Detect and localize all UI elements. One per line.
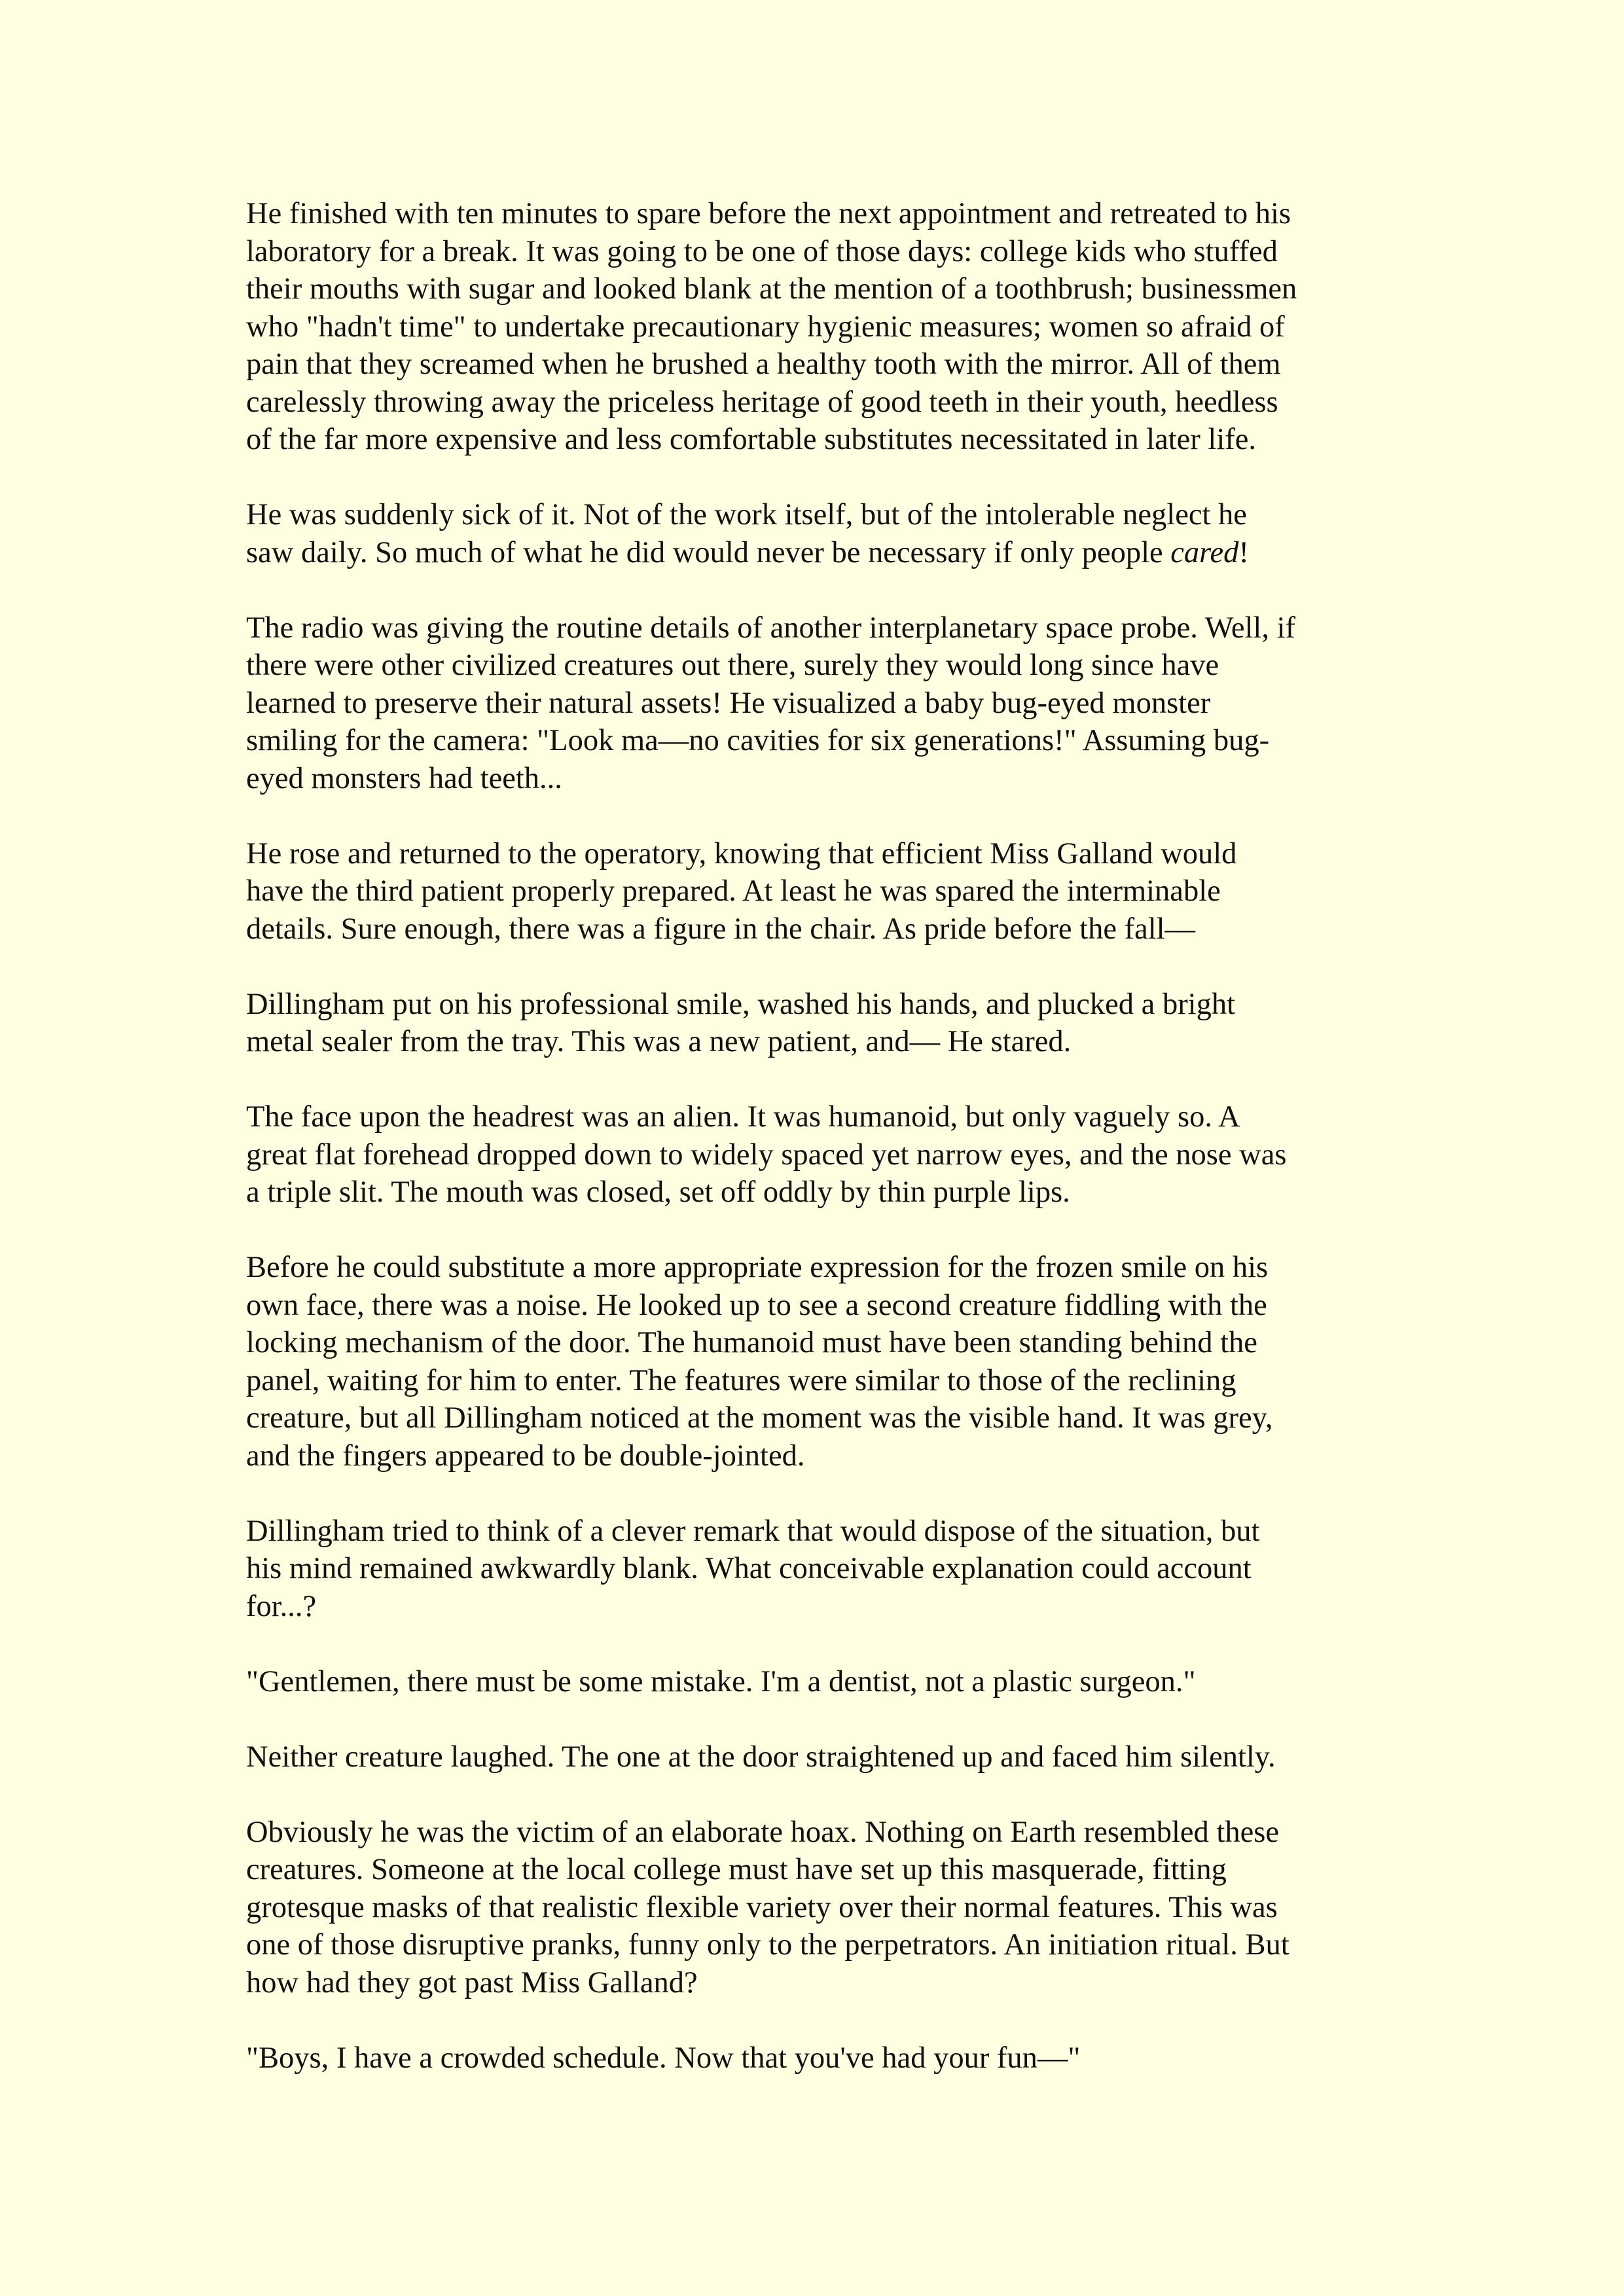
- text-line: who "hadn't time" to undertake precautionary hygienic measures; women so afraid of: [246, 310, 1285, 344]
- text-line: eyed monsters had teeth...: [246, 761, 562, 795]
- text-line: He was suddenly sick of it. Not of the work itself, but of the intolerable neglect he: [246, 498, 1247, 531]
- paragraph-11: [246, 1814, 1388, 2002]
- paragraph-12: [246, 2039, 1388, 2077]
- text-line: there were other civilized creatures out there, surely they would long since have: [246, 649, 1219, 682]
- text-line: smiling for the camera: "Look ma—no cavities for six generations!" Assuming bug-: [246, 724, 1270, 757]
- text-line: "Boys, I have a crowded schedule. Now that you've had your fun—": [246, 2041, 1081, 2075]
- emphasized-word: cared: [1170, 535, 1239, 569]
- text-line: Before he could substitute a more appropriate expression for the frozen smile on his: [246, 1251, 1269, 1284]
- text-line: Dillingham put on his professional smile, washed his hands, and plucked a bright: [246, 987, 1236, 1021]
- text-line: one of those disruptive pranks, funny only to the perpetrators. An initiation ritual. But: [246, 1928, 1290, 1962]
- paragraph-3: [246, 609, 1388, 798]
- text-line: details. Sure enough, there was a figure in the chair. As pride before the fall—: [246, 912, 1196, 946]
- paragraph-8: [246, 1513, 1388, 1626]
- text-line: own face, there was a noise. He looked up to see a second creature fiddling with the: [246, 1288, 1267, 1322]
- text-line: creature, but all Dillingham noticed at the moment was the visible hand. It was grey,: [246, 1401, 1273, 1435]
- text-line: panel, waiting for him to enter. The features were similar to those of the reclining: [246, 1363, 1236, 1397]
- paragraph-6: [246, 1098, 1388, 1211]
- paragraph-9: [246, 1663, 1388, 1701]
- text-line: The radio was giving the routine details of another interplanetary space probe. Well, if: [246, 611, 1295, 645]
- paragraph-7: [246, 1249, 1388, 1475]
- text-line: a triple slit. The mouth was closed, set off oddly by thin purple lips.: [246, 1175, 1070, 1209]
- text-line: of the far more expensive and less comfortable substitutes necessitated in later life.: [246, 423, 1257, 456]
- text-line: locking mechanism of the door. The humanoid must have been standing behind the: [246, 1326, 1257, 1359]
- text-line: He finished with ten minutes to spare before the next appointment and retreated to his: [246, 197, 1291, 230]
- text-line: learned to preserve their natural assets! He visualized a baby bug-eyed monster: [246, 686, 1211, 720]
- text-line: laboratory for a break. It was going to be one of those days: college kids who stuffed: [246, 234, 1278, 268]
- text-line: [246, 534, 1388, 572]
- text-line: how had they got past Miss Galland?: [246, 1965, 698, 2000]
- text-segment: !: [1238, 535, 1249, 569]
- document-page: [246, 195, 1388, 2077]
- paragraph-4: [246, 835, 1388, 948]
- text-line: Neither creature laughed. The one at the door straightened up and faced him silently.: [246, 1740, 1276, 1774]
- text-line: Obviously he was the victim of an elaborate hoax. Nothing on Earth resembled these: [246, 1815, 1279, 1849]
- paragraph-10: [246, 1738, 1388, 1776]
- text-line: Dillingham tried to think of a clever remark that would dispose of the situation, but: [246, 1514, 1260, 1548]
- paragraph-1: [246, 195, 1388, 459]
- text-line: their mouths with sugar and looked blank at the mention of a toothbrush; businessmen: [246, 272, 1297, 306]
- text-line: pain that they screamed when he brushed a healthy tooth with the mirror. All of them: [246, 348, 1281, 381]
- paragraph-2: [246, 496, 1388, 571]
- text-line: carelessly throwing away the priceless heritage of good teeth in their youth, heedless: [246, 385, 1278, 419]
- text-line: his mind remained awkwardly blank. What conceivable explanation could account: [246, 1552, 1252, 1585]
- text-line: creatures. Someone at the local college must have set up this masquerade, fitting: [246, 1853, 1227, 1886]
- text-line: great flat forehead dropped down to widely spaced yet narrow eyes, and the nose was: [246, 1138, 1287, 1172]
- text-line: metal sealer from the tray. This was a new patient, and— He stared.: [246, 1025, 1072, 1058]
- text-line: The face upon the headrest was an alien. It was humanoid, but only vaguely so. A: [246, 1100, 1240, 1134]
- text-line: have the third patient properly prepared. At least he was spared the interminable: [246, 874, 1221, 908]
- text-line: grotesque masks of that realistic flexible variety over their normal features. This was: [246, 1890, 1278, 1924]
- text-line: He rose and returned to the operatory, knowing that efficient Miss Galland would: [246, 836, 1237, 870]
- text-line: "Gentlemen, there must be some mistake. I'm a dentist, not a plastic surgeon.": [246, 1664, 1196, 1698]
- text-line: and the fingers appeared to be double-jointed.: [246, 1439, 805, 1473]
- text-segment: saw daily. So much of what he did would never be necessary if only people: [246, 535, 1171, 569]
- paragraph-5: [246, 986, 1388, 1061]
- text-line: for...?: [246, 1589, 317, 1623]
